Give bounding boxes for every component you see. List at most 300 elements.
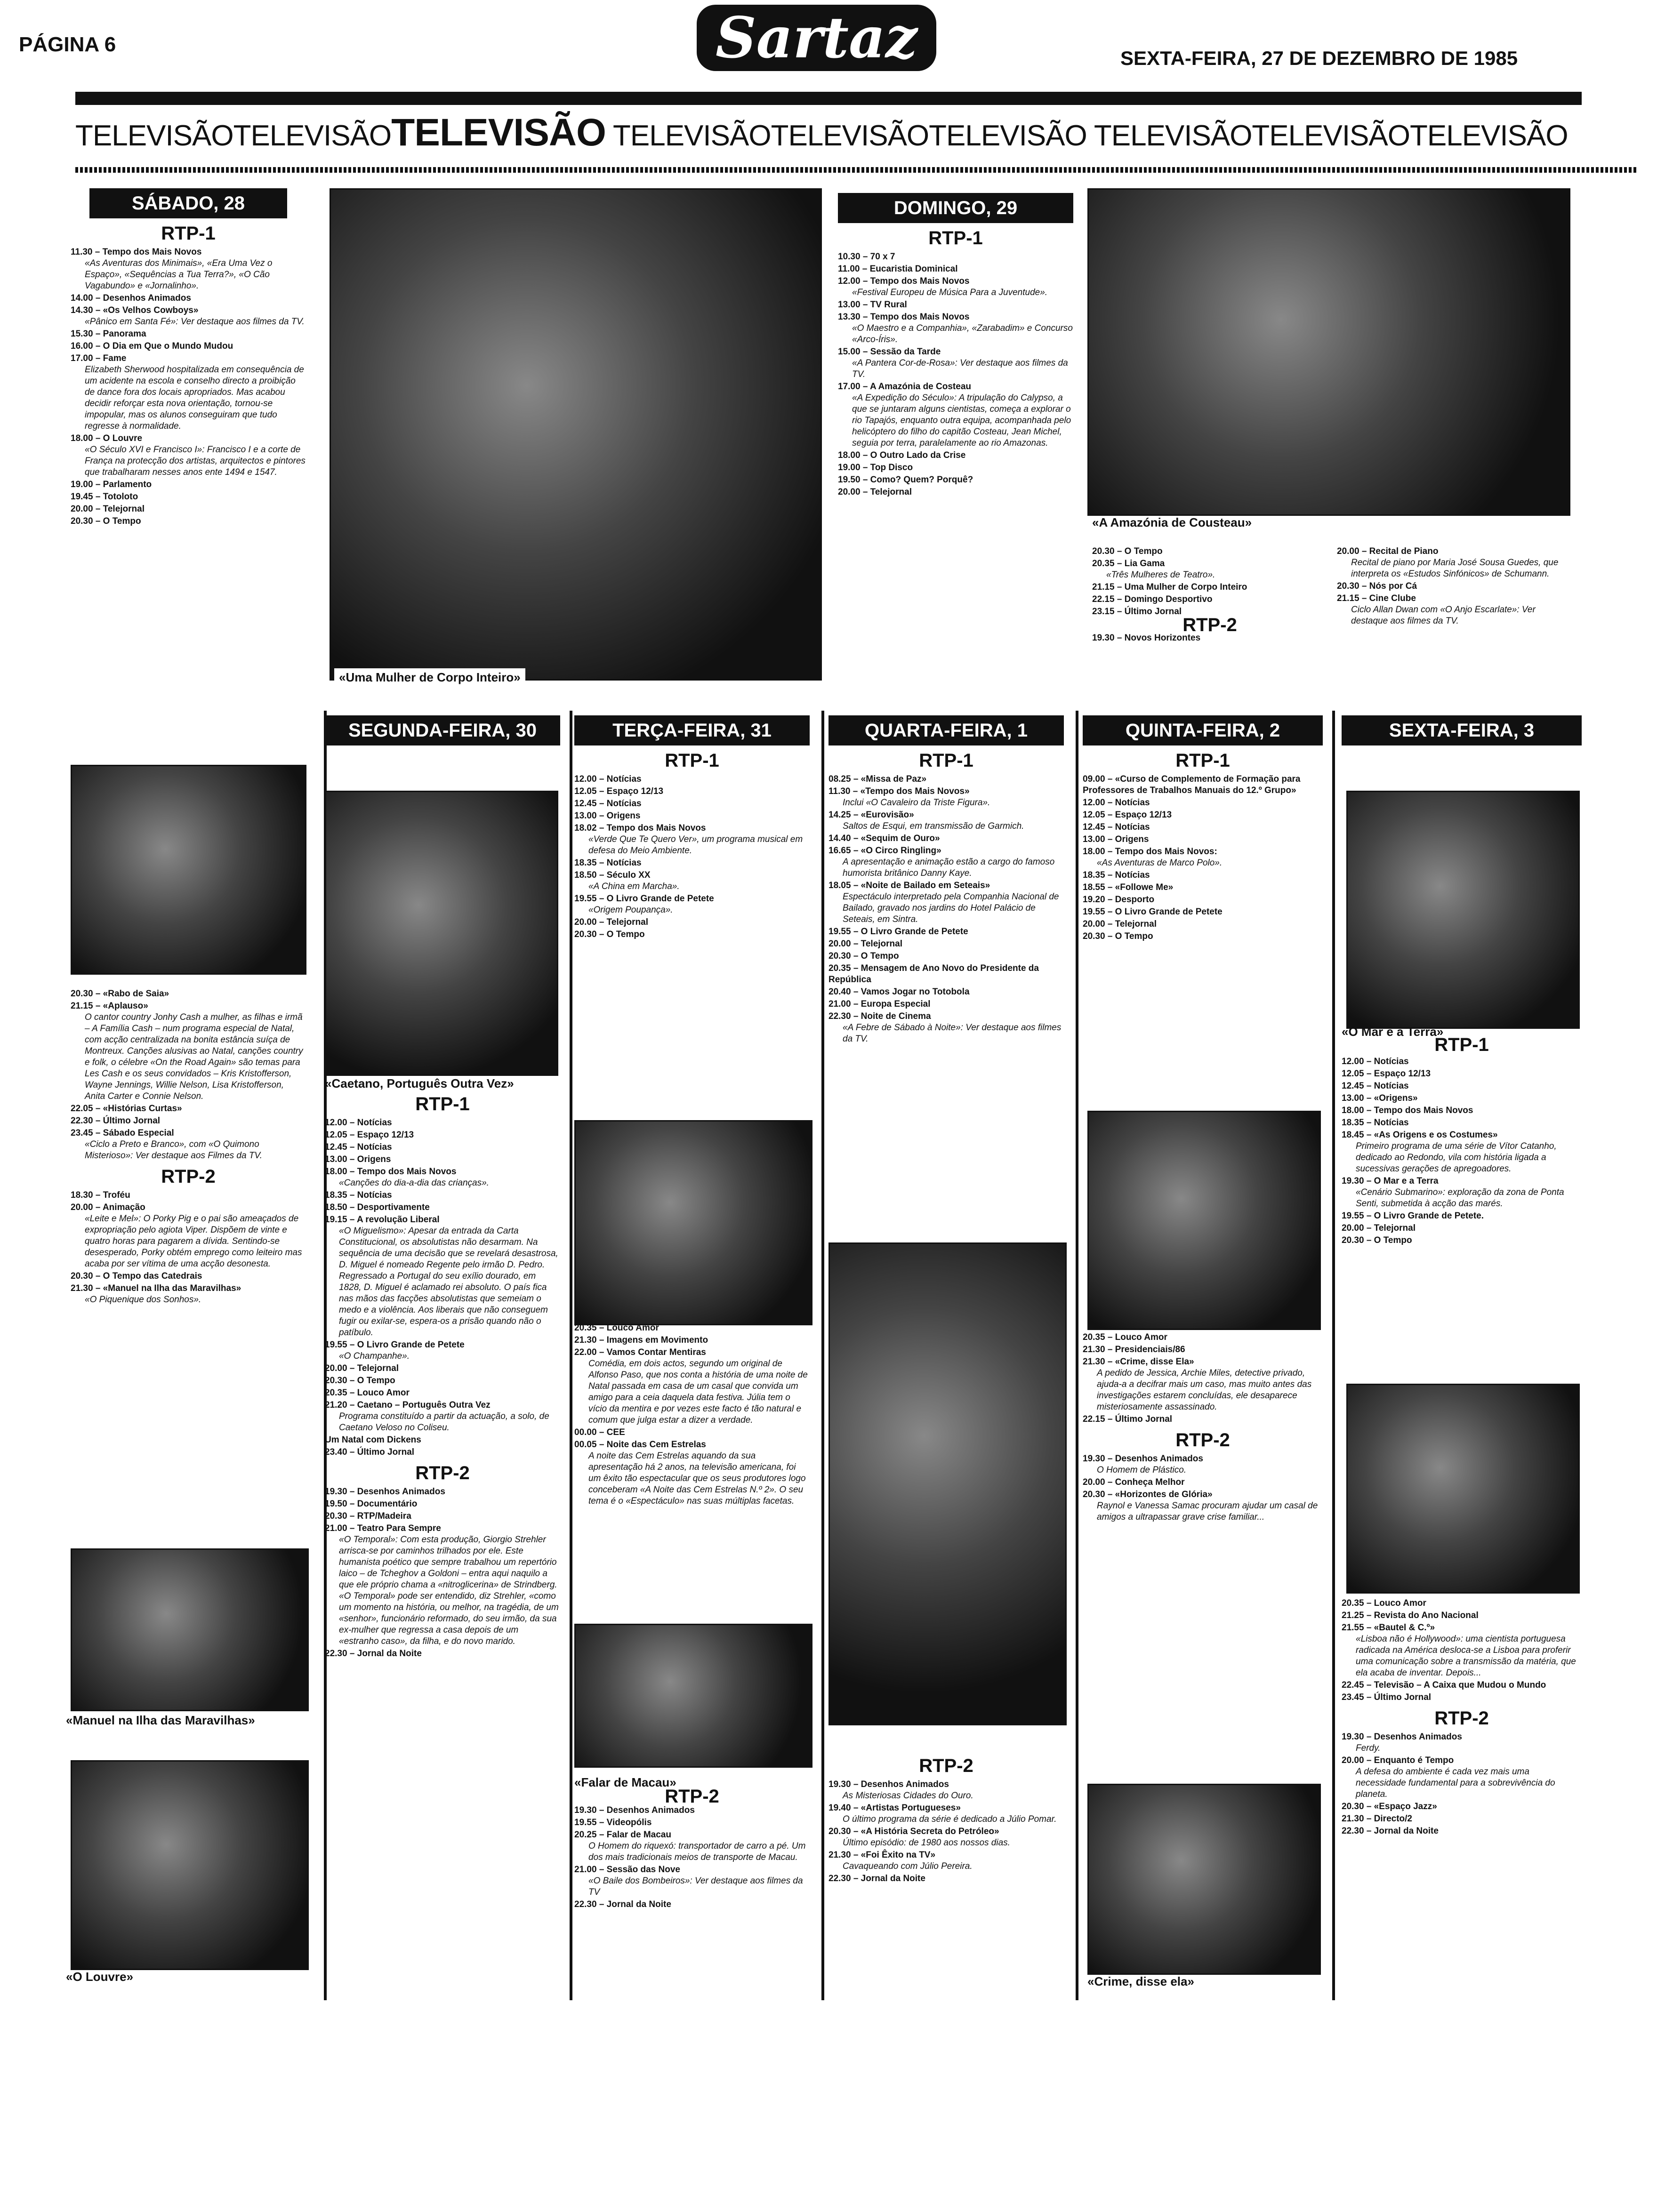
schedule-entry — [838, 264, 1073, 275]
entry-title: 21.30 – «Manuel na Ilha das Maravilhas» — [71, 1283, 241, 1293]
schedule-entry — [1083, 919, 1323, 930]
schedule-list — [1342, 1598, 1582, 1703]
entry-description: A noite das Cem Estrelas aquando da sua apresentação há 2 anos, na televisão americana, foi um êxito tão espectacular que os seus produtores logo conceberam «A Noite das Cem Estrelas N.º 2». O seu tema é o «Espectáculo» nas suas múltiplas facetas. — [588, 1451, 806, 1506]
entry-title: 13.00 – Origens — [574, 811, 641, 821]
tuesday-column-c — [574, 1777, 810, 1911]
schedule-entry — [574, 893, 810, 916]
entry-title: 20.00 – Telejornal — [1342, 1223, 1416, 1233]
entry-title: 18.35 – Notícias — [1083, 870, 1150, 880]
entry-description: Recital de piano por Maria José Sousa Guedes, que interpreta os «Estudos Sinfónicos» de Schumann. — [1351, 558, 1559, 579]
entry-title: 12.00 – Tempo dos Mais Novos — [838, 276, 970, 286]
entry-title: 13.00 – «Origens» — [1342, 1093, 1418, 1103]
network-label: RTP-1 — [1175, 750, 1230, 771]
entry-title: 19.45 – Totoloto — [71, 492, 138, 502]
schedule-entry — [828, 938, 1064, 950]
entry-description: «Lisboa não é Hollywood»: uma cientista portuguesa radicada na América desloca-se a Lisboa para proferir uma comunicação sobre a transmissão da matéria, que ela acaba de inventar. Depois... — [1356, 1634, 1576, 1678]
schedule-entry — [325, 1363, 560, 1374]
entry-title: 20.25 – Falar de Macau — [574, 1830, 671, 1840]
entry-title: 23.15 – Último Jornal — [1092, 607, 1182, 617]
schedule-entry — [574, 1347, 810, 1426]
photo-caption: «Uma Mulher de Corpo Inteiro» — [334, 668, 525, 687]
schedule-entry — [1342, 1610, 1582, 1621]
entry-title: 19.55 – Videopólis — [574, 1818, 652, 1827]
schedule-entry — [325, 1214, 560, 1338]
entry-title: 18.00 – Tempo dos Mais Novos — [325, 1167, 457, 1177]
column-divider — [1332, 711, 1335, 2000]
schedule-entry — [1083, 822, 1323, 833]
schedule-entry — [828, 774, 1064, 785]
entry-title: 18.50 – Desportivamente — [325, 1202, 430, 1212]
schedule-entry — [71, 479, 306, 490]
entry-title: 19.30 – Desenhos Animados — [1342, 1732, 1462, 1742]
entry-title: 12.45 – Notícias — [1342, 1081, 1409, 1091]
entry-description: Primeiro programa de uma série de Vítor Catanho, dedicado ao Redondo, vila com história ligada a sucessivas gerações de apregoadores. — [1356, 1141, 1557, 1174]
schedule-list — [1342, 1731, 1582, 1837]
entry-title: 18.30 – Troféu — [71, 1190, 130, 1200]
entry-title: 11.30 – «Tempo dos Mais Novos» — [828, 786, 970, 796]
schedule-entry — [838, 312, 1073, 345]
schedule-entry — [325, 1400, 560, 1434]
entry-title: 18.35 – Notícias — [1342, 1118, 1409, 1128]
entry-title: 20.00 – Enquanto é Tempo — [1342, 1755, 1454, 1765]
entry-title: 14.30 – «Os Velhos Cowboys» — [71, 305, 199, 315]
entry-title: 23.45 – Último Jornal — [1342, 1692, 1432, 1702]
entry-title: 13.00 – Origens — [325, 1154, 391, 1164]
entry-title: 12.45 – Notícias — [1083, 822, 1150, 832]
schedule-entry — [1092, 546, 1327, 557]
entry-title: 22.45 – Televisão – A Caixa que Mudou o Mundo — [1342, 1680, 1546, 1690]
schedule-entry — [71, 491, 306, 503]
photo-caption: «Manuel na Ilha das Maravilhas» — [66, 1713, 255, 1727]
schedule-entry — [574, 917, 810, 928]
schedule-entry — [1337, 546, 1572, 580]
network-label: RTP-2 — [1182, 615, 1237, 635]
entry-title: 19.55 – O Livro Grande de Petete — [574, 894, 714, 904]
schedule-entry — [574, 1864, 810, 1898]
schedule-entry — [574, 798, 810, 809]
entry-description: Comédia, em dois actos, segundo um original de Alfonso Paso, que nos conta a história de uma noite de Natal passada em casa de um casal que convida um amigo para a ceia daquela data festiva. Júlia tem o vício da mentira e por vezes este facto é tão natural e comum que julga estar a dizer a verdade. — [588, 1359, 808, 1425]
entry-title: 20.30 – O Tempo das Catedrais — [71, 1271, 202, 1281]
entry-title: 19.30 – Novos Horizontes — [1092, 633, 1201, 643]
schedule-entry — [1342, 1093, 1582, 1104]
schedule-entry — [1083, 1453, 1323, 1476]
entry-title: 23.40 – Último Jornal — [325, 1447, 415, 1457]
schedule-entry — [1342, 1176, 1582, 1210]
entry-description: A pedido de Jessica, Archie Miles, detective privado, ajuda-a a decifrar mais um caso, mas muito antes das investigações estarem concluídas, ele desaparece misteriosamente assassinado. — [1097, 1368, 1312, 1412]
column-divider — [1076, 711, 1078, 2000]
entry-description: Raynol e Vanessa Samac procuram ajudar um casal de amigos a ultrapassar grave crise familiar... — [1097, 1501, 1318, 1522]
schedule-entry — [325, 1154, 560, 1165]
entry-description: Ferdy. — [1356, 1743, 1381, 1753]
schedule-entry — [71, 293, 306, 304]
schedule-entry — [325, 1523, 560, 1647]
schedule-entry — [1342, 1755, 1582, 1800]
entry-title: 21.30 – «Foi Êxito na TV» — [828, 1850, 936, 1860]
schedule-entry — [71, 1283, 306, 1306]
schedule-entry — [325, 1499, 560, 1510]
schedule-entry — [1083, 834, 1323, 845]
schedule-entry — [325, 1117, 560, 1129]
entry-title: 22.30 – Jornal da Noite — [828, 1874, 925, 1883]
schedule-entry — [325, 1166, 560, 1189]
sunday-column-b — [1092, 546, 1327, 645]
schedule-entry — [1083, 894, 1323, 906]
tuesday-column-b — [574, 1322, 810, 1508]
entry-description: Último episódio: de 1980 aos nossos dias. — [843, 1838, 1010, 1848]
page-number: PÁGINA 6 — [19, 33, 116, 56]
entry-title: 08.25 – «Missa de Paz» — [828, 774, 927, 784]
entry-title: 22.30 – Jornal da Noite — [574, 1899, 671, 1909]
schedule-entry — [71, 1001, 306, 1102]
entry-title: 20.30 – RTP/Madeira — [325, 1511, 411, 1521]
entry-title: 20.35 – Louco Amor — [1342, 1598, 1426, 1608]
network-label: RTP-1 — [665, 750, 719, 771]
newspaper-logo: Sartaz — [697, 5, 936, 71]
entry-title: 19.50 – Como? Quem? Porquê? — [838, 475, 973, 485]
monday-column-b — [325, 1078, 560, 1660]
entry-title: 20.30 – O Tempo — [828, 951, 899, 961]
entry-title: 23.45 – Sábado Especial — [71, 1128, 174, 1138]
schedule-entry — [828, 963, 1064, 986]
photo-louco-amor — [574, 1120, 812, 1325]
entry-description: «O Piquenique dos Sonhos». — [85, 1295, 201, 1305]
schedule-entry — [1342, 1130, 1582, 1175]
schedule-entry — [71, 516, 306, 527]
entry-description: «O Miguelismo»: Apesar da entrada da Carta Constitucional, os absolutistas não desarmam. Na sequência de uma decisão que se revelará desastrosa, D. Miguel é nomeado Regente pelo irmão D. Pedro. Regressado a Portugal do seu exílio dourado, em 1828, D. Miguel é aclamado rei absoluto. O país fica nas mãos das facções absolutistas que semeiam o medo e a violência. Aos liberais que não conseguem fugir ou exilar-se, espera-os a prisão quando não o patíbulo. — [339, 1226, 558, 1338]
entry-description: O cantor country Jonhy Cash a mulher, as filhas e irmã – A Família Cash – num programa especial de Natal, com acção centralizada na bonita estância suíça de Montreux. Canções alusivas ao Natal, canções country e folk, o célebre «On the Road Again» são temas para Les Cash e os seus convidados – Kris Kristofferson, Wayne Jennings, Willie Nelson, Lisa Kristofferson, Anita Carter e Connie Nelson. — [85, 1012, 303, 1101]
schedule-entry — [1083, 1332, 1323, 1343]
schedule-entry — [828, 833, 1064, 844]
sunday-column-c — [1337, 546, 1572, 628]
photo-louvre — [71, 1760, 309, 1970]
entry-title: 18.05 – «Noite de Bailado em Seteais» — [828, 881, 990, 890]
entry-title: 18.35 – Notícias — [325, 1190, 392, 1200]
schedule-entry — [1083, 1414, 1323, 1425]
schedule-entry — [1083, 870, 1323, 881]
entry-description: O Homem de Plástico. — [1097, 1465, 1187, 1475]
entry-description: As Misteriosas Cidades do Ouro. — [843, 1791, 973, 1801]
entry-title: 19.20 – Desporto — [1083, 895, 1155, 905]
schedule-entry — [71, 1271, 306, 1282]
schedule-list — [1092, 546, 1327, 617]
friday-column-c — [1342, 1598, 1582, 1838]
schedule-entry — [325, 1202, 560, 1213]
entry-title: 20.00 – Telejornal — [71, 504, 145, 514]
entry-title: 22.30 – Último Jornal — [71, 1116, 161, 1126]
photo-cowboy — [71, 765, 306, 975]
day-header: QUARTA-FEIRA, 1 — [828, 715, 1064, 745]
entry-description: Ciclo Allan Dwan com «O Anjo Escarlate»: Ver destaque aos filmes da TV. — [1351, 605, 1536, 626]
photo-amazonia — [1087, 188, 1570, 516]
entry-title: 21.30 – «Crime, disse Ela» — [1083, 1357, 1194, 1367]
entry-title: 14.25 – «Eurovisão» — [828, 810, 914, 820]
entry-description: «A China em Marcha». — [588, 882, 680, 891]
entry-title: 19.30 – Desenhos Animados — [1083, 1454, 1203, 1464]
schedule-entry — [574, 1335, 810, 1346]
entry-description: Saltos de Esqui, em transmissão de Garmich. — [843, 821, 1024, 831]
entry-title: 20.30 – O Tempo — [1342, 1235, 1412, 1245]
entry-description: A apresentação e animação estão a cargo do famoso humorista britânico Danny Kaye. — [843, 857, 1055, 878]
entry-description: «Festival Europeu de Música Para a Juventude». — [852, 288, 1048, 297]
network-label: RTP-2 — [161, 1166, 216, 1187]
photo-caption: «O Mar e a Terra» — [1342, 1025, 1444, 1039]
saturday-column-b — [71, 988, 306, 1306]
entry-title: 10.30 – 70 x 7 — [838, 252, 895, 262]
entry-title: 21.00 – Teatro Para Sempre — [325, 1523, 441, 1533]
entry-description: O último programa da série é dedicado a Júlio Pomar. — [843, 1814, 1057, 1824]
saturday-column — [71, 188, 306, 528]
schedule-entry — [1083, 1477, 1323, 1488]
schedule-entry — [838, 276, 1073, 298]
entry-title: 22.15 – Último Jornal — [1083, 1414, 1173, 1424]
schedule-entry — [838, 462, 1073, 473]
entry-title: 20.00 – Conheça Melhor — [1083, 1477, 1185, 1487]
entry-description: «A Febre de Sábado à Noite»: Ver destaque aos filmes da TV. — [843, 1023, 1062, 1044]
schedule-entry — [325, 1130, 560, 1141]
schedule-entry — [1342, 1622, 1582, 1679]
entry-title: 20.00 – Telejornal — [1083, 919, 1157, 929]
schedule-entry — [71, 353, 306, 432]
schedule-entry — [1083, 809, 1323, 821]
friday-column-b — [1342, 1026, 1582, 1247]
schedule-entry — [574, 1439, 810, 1507]
photo-caption: «O Louvre» — [66, 1970, 134, 1984]
schedule-list — [574, 1322, 810, 1507]
entry-description: Inclui «O Cavaleiro da Triste Figura». — [843, 798, 990, 808]
schedule-entry — [574, 858, 810, 869]
entry-description: «Canções do dia-a-dia das crianças». — [339, 1178, 489, 1188]
entry-description: «O Temporal»: Com esta produção, Giorgio Strehler arrisca-se por caminhos trilhados por ele. Este humanista poético que sempre trabalhou um repertório laico – de Tcheghov a Goldoni – entra aqui naquilo a que ele próprio chama a «nitroglicerina» de Strindberg. «O Temporal» pode ser entendido, diz Strehler, «como um momento na história, ou melhor, na tragédia, de um «senhor», funcionário reformado, do seu irmão, da sua ex-mulher que regressa a casa depois de um «estranho caso», da filha, e do novo marido. — [339, 1535, 559, 1646]
entry-description: «O Champanhe». — [339, 1351, 410, 1361]
entry-title: 22.15 – Domingo Desportivo — [1092, 594, 1213, 604]
entry-title: 19.30 – Desenhos Animados — [574, 1805, 695, 1815]
schedule-entry — [1083, 774, 1323, 796]
day-header: SEGUNDA-FEIRA, 30 — [325, 715, 560, 745]
wednesday-column-b — [828, 1751, 1064, 1885]
schedule-entry — [325, 1648, 560, 1659]
schedule-entry — [1092, 582, 1327, 593]
schedule-list — [1342, 1056, 1582, 1246]
schedule-entry — [838, 487, 1073, 498]
entry-title: 20.35 – Lia Gama — [1092, 559, 1165, 569]
schedule-entry — [71, 329, 306, 340]
entry-title: 17.00 – A Amazónia de Costeau — [838, 382, 971, 392]
entry-title: 13.30 – Tempo dos Mais Novos — [838, 312, 970, 322]
entry-title: 19.50 – Documentário — [325, 1499, 418, 1509]
entry-title: 22.30 – Jornal da Noite — [1342, 1826, 1439, 1836]
schedule-entry — [1342, 1235, 1582, 1246]
schedule-entry — [838, 346, 1073, 380]
entry-title: 18.00 – O Outro Lado da Crise — [838, 450, 966, 460]
schedule-entry — [1083, 1356, 1323, 1413]
photo-caption: «A Amazónia de Cousteau» — [1092, 515, 1252, 529]
entry-title: 16.00 – O Dia em Que o Mundo Mudou — [71, 341, 233, 351]
entry-title: 21.25 – Revista do Ano Nacional — [1342, 1611, 1479, 1620]
entry-title: 21.15 – «Aplauso» — [71, 1001, 148, 1011]
network-label: RTP-1 — [161, 223, 216, 244]
thursday-column-b — [1083, 1332, 1323, 1524]
entry-title: 20.35 – Louco Amor — [574, 1323, 659, 1333]
schedule-entry — [325, 1447, 560, 1458]
network-label: RTP-2 — [415, 1463, 470, 1483]
schedule-entry — [828, 999, 1064, 1010]
entry-title: 20.35 – Mensagem de Ano Novo do Presidente da República — [828, 963, 1039, 985]
day-header: DOMINGO, 29 — [838, 193, 1073, 223]
entry-title: 21.30 – Imagens em Movimento — [574, 1335, 708, 1345]
wednesday-column — [828, 715, 1064, 1046]
schedule-entry — [325, 1511, 560, 1522]
entry-title: 00.05 – Noite das Cem Estrelas — [574, 1440, 706, 1450]
schedule-entry — [1342, 1813, 1582, 1825]
entry-title: 22.05 – «Histórias Curtas» — [71, 1104, 182, 1114]
entry-title: 14.40 – «Sequim de Ouro» — [828, 834, 940, 843]
entry-title: 21.00 – Europa Especial — [828, 999, 931, 1009]
entry-description: Espectáculo interpretado pela Companhia Nacional de Bailado, gravado nos jardins do Hotel Palácio de Seteais, em Sintra. — [843, 892, 1059, 924]
network-label: RTP-2 — [665, 1786, 719, 1807]
entry-description: A defesa do ambiente é cada vez mais uma necessidade fundamental para a sobrevivência do planeta. — [1356, 1767, 1555, 1799]
schedule-entry — [828, 1803, 1064, 1825]
schedule-entry — [828, 1826, 1064, 1849]
entry-description: Programa constituído a partir da actuação, a solo, de Caetano Veloso no Coliseu. — [339, 1411, 549, 1433]
day-header: QUINTA-FEIRA, 2 — [1083, 715, 1323, 745]
schedule-entry — [828, 986, 1064, 998]
schedule-entry — [1342, 1223, 1582, 1234]
tuesday-column — [574, 715, 810, 941]
entry-title: 21.15 – Cine Clube — [1337, 593, 1416, 603]
schedule-entry — [838, 450, 1073, 461]
entry-description: «Leite e Mel»: O Porky Pig e o pai são ameaçados de expropriação pelo agiota Viper. Dispõem de vinte e quatro horas para pagarem a dívida. Sentindo-se desesperado, Porky obtém emprego como leiteiro mas acaba por ser vítima de uma acção desonesta. — [85, 1214, 302, 1269]
schedule-entry — [828, 845, 1064, 879]
entry-title: 11.30 – Tempo dos Mais Novos — [71, 247, 202, 257]
day-header: SEXTA-FEIRA, 3 — [1342, 715, 1582, 745]
schedule-entry — [325, 1190, 560, 1201]
schedule-list — [1083, 1453, 1323, 1523]
column-divider — [570, 711, 572, 2000]
schedule-entry — [325, 1339, 560, 1362]
entry-description: «O Baile dos Bombeiros»: Ver destaque aos filmes da TV — [588, 1876, 803, 1897]
entry-description: Elizabeth Sherwood hospitalizada em consequência de um acidente na escola e conselho directo a proibição de dance fora dos locais apropriados. Mas acabou decidir reforçar esta nova orientação, tornou-se impopular, mas os alunos conseguiram que tudo regresse à normalidade. — [85, 365, 304, 431]
entry-title: 12.05 – Espaço 12/13 — [1342, 1069, 1431, 1079]
entry-title: 21.55 – «Bautel & C.º» — [1342, 1623, 1435, 1633]
schedule-list — [1083, 774, 1323, 942]
network-label: RTP-1 — [1434, 1034, 1489, 1055]
network-label: RTP-1 — [415, 1094, 470, 1114]
entry-title: 18.45 – «As Origens e os Costumes» — [1342, 1130, 1498, 1140]
entry-title: 12.00 – Notícias — [574, 774, 642, 784]
entry-title: 17.00 – Fame — [71, 353, 127, 363]
photo-mar-terra — [1346, 791, 1580, 1029]
schedule-entry — [1083, 931, 1323, 942]
schedule-entry — [1342, 1692, 1582, 1703]
schedule-entry — [1342, 1731, 1582, 1754]
schedule-entry — [574, 1427, 810, 1438]
schedule-entry — [71, 504, 306, 515]
entry-title: 19.40 – «Artistas Portugueses» — [828, 1803, 961, 1813]
sunday-column — [838, 193, 1073, 499]
network-label: RTP-1 — [919, 750, 973, 771]
schedule-entry — [325, 1387, 560, 1399]
entry-title: 11.00 – Eucaristia Dominical — [838, 264, 958, 274]
schedule-list — [1083, 1332, 1323, 1425]
schedule-entry — [1083, 846, 1323, 869]
schedule-entry — [1342, 1056, 1582, 1067]
day-header: TERÇA-FEIRA, 31 — [574, 715, 810, 745]
issue-date: SEXTA-FEIRA, 27 DE DEZEMBRO DE 1985 — [1120, 47, 1518, 69]
entry-title: 20.30 – «A História Secreta do Petróleo» — [828, 1827, 999, 1836]
schedule-list — [325, 1117, 560, 1458]
entry-title: 18.00 – Tempo dos Mais Novos — [1342, 1106, 1473, 1115]
entry-title: 19.55 – O Livro Grande de Petete — [1083, 907, 1223, 917]
photo-bautel — [1346, 1384, 1580, 1594]
entry-title: 18.50 – Século XX — [574, 870, 651, 880]
schedule-list — [828, 774, 1064, 1045]
entry-description: «O Maestro e a Companhia», «Zarabadim» e Concurso «Arco-Íris». — [852, 323, 1073, 345]
entry-title: 20.30 – «Espaço Jazz» — [1342, 1802, 1437, 1811]
schedule-entry — [1083, 1489, 1323, 1523]
entry-title: 13.00 – TV Rural — [838, 300, 907, 310]
schedule-entry — [1083, 906, 1323, 918]
schedule-entry — [325, 1142, 560, 1153]
schedule-entry — [828, 951, 1064, 962]
schedule-entry — [1342, 1117, 1582, 1129]
entry-title: 20.30 – O Tempo — [325, 1376, 395, 1386]
schedule-entry — [828, 809, 1064, 832]
entry-title: 19.30 – O Mar e a Terra — [1342, 1176, 1439, 1186]
entry-description: Cavaqueando com Júlio Pereira. — [843, 1861, 973, 1871]
entry-title: 18.00 – Tempo dos Mais Novos: — [1083, 847, 1217, 857]
schedule-entry — [574, 1817, 810, 1828]
entry-title: 20.30 – O Tempo — [574, 930, 645, 939]
friday-column — [1342, 715, 1582, 745]
schedule-entry — [1337, 581, 1572, 592]
entry-description: «Verde Que Te Quero Ver», um programa musical em defesa do Meio Ambiente. — [588, 834, 803, 856]
schedule-entry — [1342, 1081, 1582, 1092]
schedule-entry — [325, 1486, 560, 1498]
entry-title: 18.55 – «Followe Me» — [1083, 882, 1174, 892]
entry-title: 20.40 – Vamos Jogar no Totobola — [828, 987, 970, 997]
entry-title: 22.30 – Jornal da Noite — [325, 1649, 422, 1659]
schedule-entry — [1342, 1801, 1582, 1812]
entry-title: 15.30 – Panorama — [71, 329, 146, 339]
entry-title: 20.30 – O Tempo — [71, 516, 141, 526]
entry-title: 12.00 – Notícias — [325, 1118, 392, 1128]
entry-title: 20.35 – Louco Amor — [1083, 1332, 1167, 1342]
entry-title: 19.30 – Desenhos Animados — [325, 1487, 445, 1497]
entry-description: «Cenário Submarino»: exploração da zona de Ponta Senti, submetida à acção das marés. — [1356, 1187, 1564, 1209]
schedule-entry — [1337, 593, 1572, 627]
schedule-entry — [574, 786, 810, 797]
schedule-entry — [838, 381, 1073, 449]
schedule-entry — [1342, 1105, 1582, 1116]
entry-title: 19.55 – O Livro Grande de Petete — [325, 1340, 465, 1350]
entry-title: 20.00 – Telejornal — [828, 939, 903, 949]
entry-title: Um Natal com Dickens — [325, 1435, 421, 1445]
entry-title: 19.00 – Top Disco — [838, 463, 913, 473]
entry-title: 00.00 – CEE — [574, 1427, 625, 1437]
entry-title: 20.30 – O Tempo — [1092, 546, 1163, 556]
entry-title: 19.15 – A revolução Liberal — [325, 1215, 440, 1225]
schedule-entry — [71, 1190, 306, 1201]
entry-title: 20.00 – Telejornal — [325, 1363, 399, 1373]
schedule-entry — [828, 1011, 1064, 1045]
schedule-entry — [325, 1375, 560, 1387]
schedule-entry — [325, 1435, 560, 1446]
schedule-entry — [574, 1829, 810, 1863]
header-rule — [75, 92, 1582, 105]
schedule-entry — [574, 823, 810, 857]
entry-title: 13.00 – Origens — [1083, 834, 1149, 844]
entry-title: 19.30 – Desenhos Animados — [828, 1779, 949, 1789]
